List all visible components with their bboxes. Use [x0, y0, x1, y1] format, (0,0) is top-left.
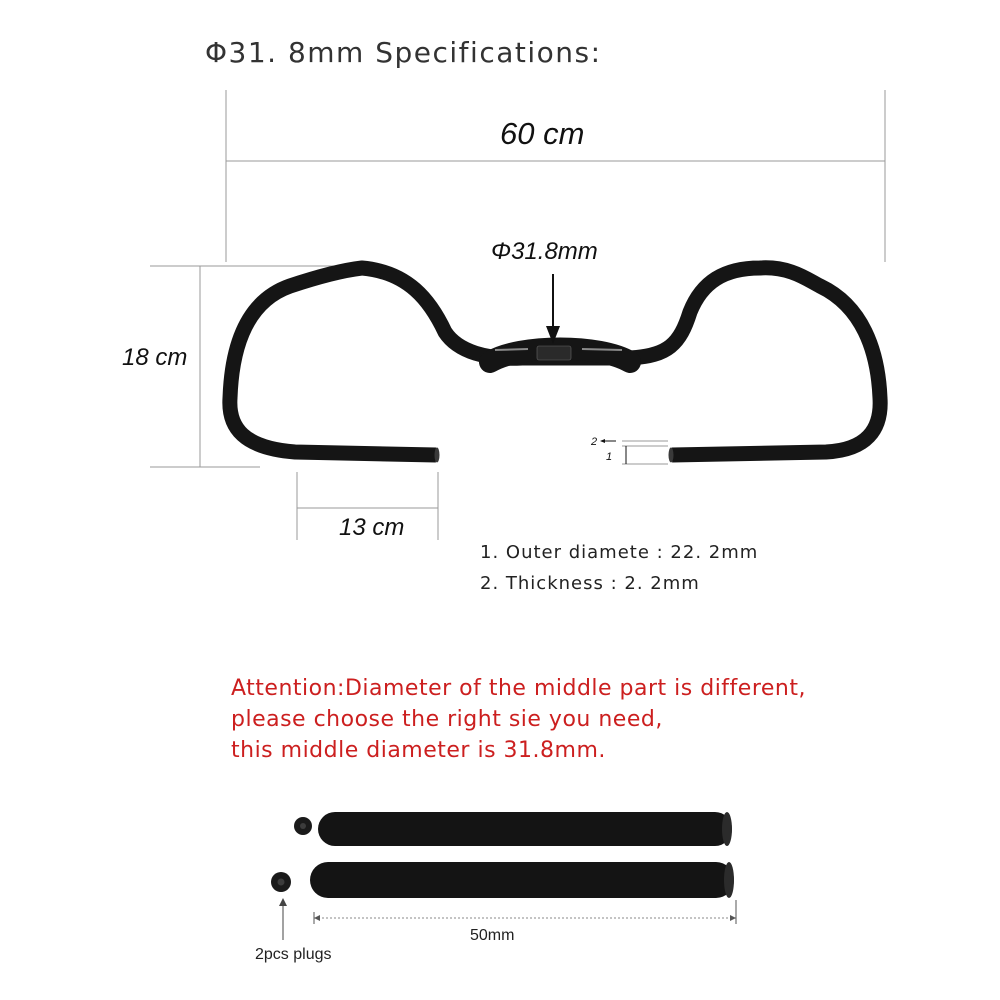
- spec-thickness: 2. Thickness : 2. 2mm: [480, 573, 700, 594]
- spec-outer-diameter: 1. Outer diamete : 22. 2mm: [480, 542, 759, 563]
- plug-lower: [271, 872, 291, 892]
- attention-line-3: this middle diameter is 31.8mm.: [231, 738, 606, 763]
- grip-length-label: 50mm: [470, 927, 515, 944]
- grip-length-dimension: [314, 900, 736, 924]
- thickness-tick-label: 2: [591, 436, 598, 448]
- attention-line-1: Attention:Diameter of the middle part is different,: [231, 676, 806, 701]
- width-label: 60 cm: [500, 116, 585, 151]
- reach-label: 13 cm: [339, 514, 405, 541]
- diameter-arrow: [546, 274, 560, 344]
- bar-end-right: [669, 448, 674, 463]
- clamp-window: [537, 346, 571, 360]
- foam-grip-upper: [318, 812, 732, 846]
- foam-grip-lower: [310, 862, 734, 898]
- bar-end-left: [435, 448, 440, 463]
- plugs-arrow: [279, 898, 287, 940]
- height-label: 18 cm: [122, 344, 188, 371]
- spec-title: Φ31. 8mm Specifications:: [205, 36, 602, 69]
- handlebar: [230, 268, 880, 463]
- attention-line-2: please choose the right sie you need,: [231, 707, 663, 732]
- center-diameter-label: Φ31.8mm: [491, 238, 598, 265]
- plugs-label: 2pcs plugs: [255, 946, 332, 963]
- outer-diameter-tick-label: 1: [606, 451, 613, 463]
- plug-upper: [294, 817, 312, 835]
